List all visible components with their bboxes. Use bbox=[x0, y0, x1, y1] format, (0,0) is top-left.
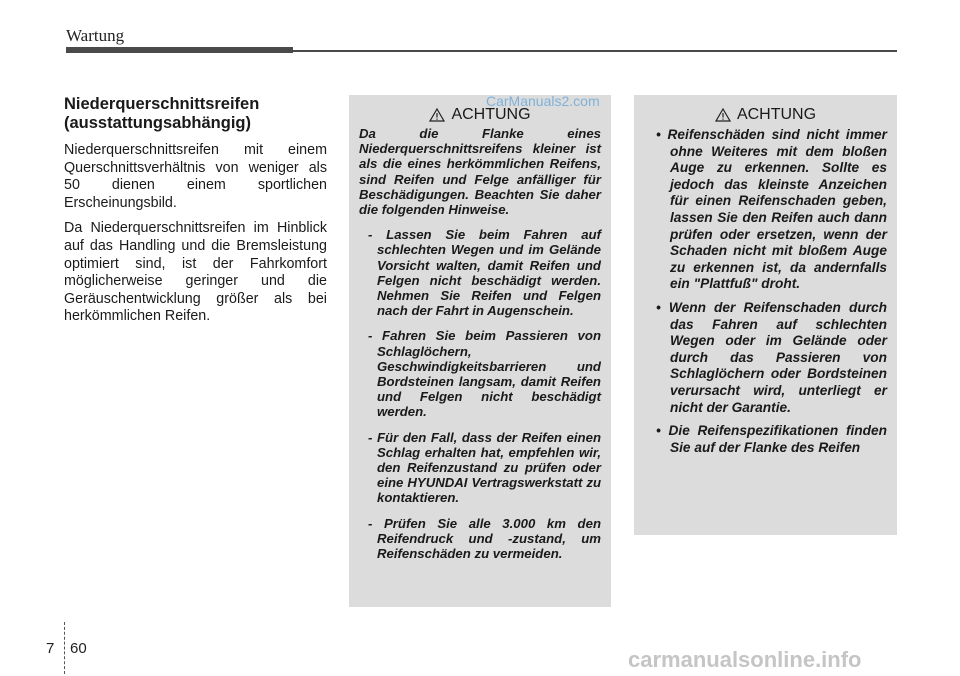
watermark-bottom: carmanualsonline.info bbox=[628, 647, 862, 672]
header-rule-thick bbox=[66, 47, 293, 53]
page-number: 60 bbox=[70, 640, 87, 657]
warning-bullet-item: • Die Reifenspezifikationen finden Sie auf der Flanke des Reifen bbox=[656, 423, 887, 455]
warning-box-1 bbox=[349, 95, 611, 607]
section-low-profile-tires bbox=[64, 95, 327, 334]
warning-list-item: - Für den Fall, dass der Reifen einen Schlag erhalten hat, empfehlen wir, den Reifenzustand zu prüfen oder eine HYUNDAI Vertragswerkstatt zu kontaktieren. bbox=[368, 429, 601, 506]
warning-intro: Da die Flanke eines Niederquerschnittsreifens kleiner ist als die eines herkömmlichen Reifens, sind Reifen und Felge anfälliger für Beschädigungen. Beachten Sie daher die folgenden Hinweise. bbox=[359, 126, 601, 218]
warning-bullet-item: • Reifenschäden sind nicht immer ohne Weiteres mit dem bloßen Auge zu erkennen. Sollte es jedoch das kleinste Anzeichen für einen Reifenschaden geben, lassen Sie den Reifen auch dann prüfen oder ersetzen, wenn der Schaden nicht mit bloßem Auge zu erkennen ist, da andernfalls ein "Plattfuß" droht. bbox=[656, 127, 887, 292]
footer-divider bbox=[64, 622, 65, 674]
section-paragraph: Niederquerschnittsreifen mit einem Querschnittsverhältnis von weniger als 50 dienen einem sportlichen Erscheinungsbild. bbox=[64, 142, 327, 211]
chapter-number: 7 bbox=[46, 640, 55, 657]
warning-list-item: - Fahren Sie beim Passieren von Schlaglöchern, Geschwindigkeitsbarrieren und Bordsteinen langsam, damit Reifen und Felgen nicht beschädigt werden. bbox=[368, 328, 601, 420]
section-title: Niederquerschnittsreifen (ausstattungsabhängig) bbox=[64, 95, 260, 132]
warning-bullet-item: • Wenn der Reifenschaden durch das Fahren auf schlechten Wegen oder im Gelände oder durch das Passieren von Schlaglöchern oder Bordsteinen verursacht wird, unterliegt er nicht der Garantie. bbox=[656, 299, 887, 415]
section-paragraph: Da Niederquerschnittsreifen im Hinblick auf das Handling und die Bremsleistung optimiert sind, ist der Fahrkomfort möglicherweise geringer und die Geräuschentwicklung größer als bei herkömmlichen Reifen. bbox=[64, 220, 327, 325]
warning-heading-label: ACHTUNG bbox=[736, 106, 817, 123]
warning-heading-label: ACHTUNG bbox=[451, 106, 531, 123]
warning-triangle-icon bbox=[715, 108, 731, 122]
header-rule-thin bbox=[293, 50, 897, 52]
watermark-top: CarManuals2.com bbox=[486, 93, 600, 109]
warning-heading bbox=[644, 106, 887, 124]
warning-list-item: - Lassen Sie beim Fahren auf schlechten Wegen und im Gelände Vorsicht walten, damit Reifen und Felgen nicht beschädigt werden. Nehmen Sie Reifen und Felgen nach der Fahrt in Augenschein. bbox=[368, 227, 601, 319]
warning-box-2 bbox=[634, 95, 897, 535]
page-header-title: Wartung bbox=[66, 26, 125, 45]
warning-triangle-icon bbox=[429, 108, 445, 122]
warning-list-item: - Prüfen Sie alle 3.000 km den Reifendruck und -zustand, um Reifenschäden zu vermeiden. bbox=[368, 515, 601, 562]
